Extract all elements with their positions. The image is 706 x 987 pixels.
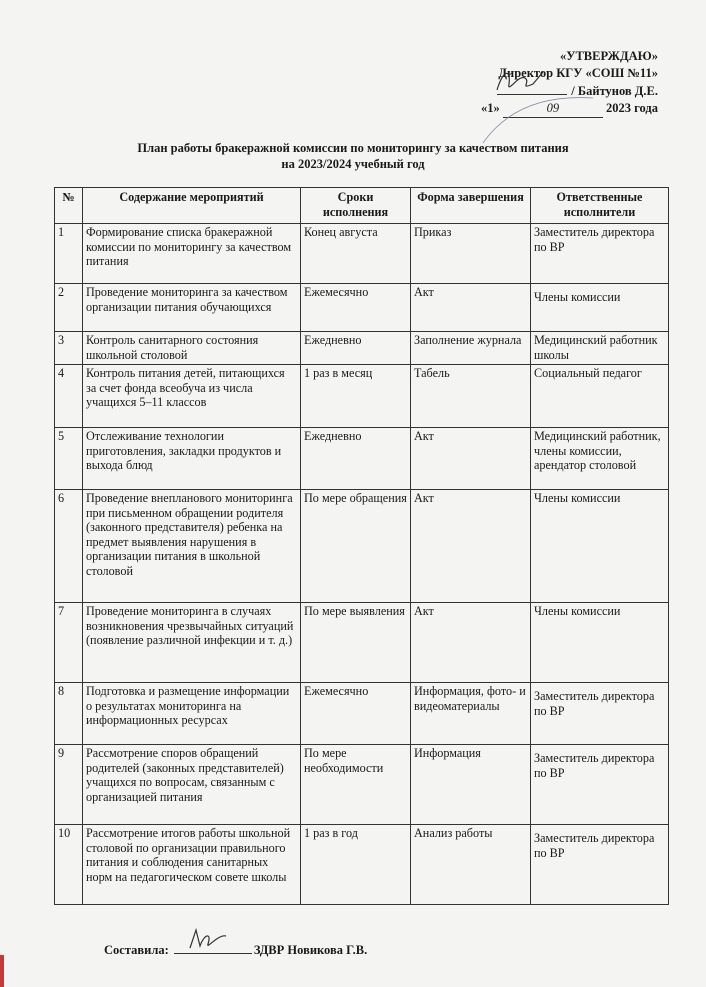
- plan-table-wrapper: [54, 187, 668, 905]
- plan-table: [54, 187, 669, 905]
- table-header-row: [55, 188, 669, 224]
- cell-form: Анализ работы: [411, 825, 531, 905]
- document-title-line1: План работы бракеражной комиссии по мониторингу за качеством питания: [137, 141, 569, 155]
- cell-content: Подготовка и размещение информации о результатах мониторинга на информационных ресурсах: [83, 683, 301, 745]
- cell-content: Проведение мониторинга за качеством организации питания обучающихся: [83, 284, 301, 332]
- table-row: [55, 428, 669, 490]
- cell-num: 7: [55, 603, 83, 683]
- header-form: Форма завершения: [411, 188, 531, 224]
- approval-position: Директор КГУ «СОШ №11»: [498, 66, 658, 80]
- cell-term: Ежемесячно: [301, 683, 411, 745]
- cell-num: 6: [55, 490, 83, 603]
- cell-content: Формирование списка бракеражной комиссии по мониторингу за качеством питания: [83, 224, 301, 284]
- cell-num: 10: [55, 825, 83, 905]
- cell-responsible: Медицинский работник, члены комиссии, арендатор столовой: [531, 428, 669, 490]
- cell-term: Ежедневно: [301, 428, 411, 490]
- cell-term: По мере обращения: [301, 490, 411, 603]
- table-row: [55, 825, 669, 905]
- cell-num: 9: [55, 745, 83, 825]
- footer-signature-line: [174, 940, 252, 954]
- cell-responsible: Медицинский работник школы: [531, 332, 669, 365]
- cell-form: Акт: [411, 428, 531, 490]
- table-row: [55, 745, 669, 825]
- cell-form: Приказ: [411, 224, 531, 284]
- cell-content: Проведение мониторинга в случаях возникновения чрезвычайных ситуаций (появление различной инфекции и т. д.): [83, 603, 301, 683]
- cell-term: По мере необходимости: [301, 745, 411, 825]
- cell-responsible: Члены комиссии: [531, 603, 669, 683]
- cell-content: Отслеживание технологии приготовления, закладки продуктов и выхода блюд: [83, 428, 301, 490]
- scan-edge-mark: [0, 955, 4, 987]
- cell-form: Табель: [411, 365, 531, 428]
- cell-form: Акт: [411, 284, 531, 332]
- header-content: Содержание мероприятий: [83, 188, 301, 224]
- cell-responsible: Заместитель директора по ВР: [531, 745, 669, 825]
- cell-responsible: Заместитель директора по ВР: [531, 825, 669, 905]
- cell-term: 1 раз в год: [301, 825, 411, 905]
- date-month: 09: [546, 101, 560, 115]
- document-title: [40, 140, 666, 172]
- cell-num: 8: [55, 683, 83, 745]
- stamp-arc-graphic: [478, 88, 598, 148]
- document-title-line2: на 2023/2024 учебный год: [281, 157, 425, 171]
- date-year: 2023 года: [606, 101, 658, 115]
- cell-responsible: Заместитель директора по ВР: [531, 683, 669, 745]
- cell-content: Проведение внепланового мониторинга при письменном обращении родителя (законного представителя) ребенка на предмет выявления нарушения в организации питания в школьной столовой: [83, 490, 301, 603]
- cell-content: Рассмотрение итогов работы школьной столовой по организации правильного питания и соблюдения санитарных норм на педагогическом совете школы: [83, 825, 301, 905]
- cell-form: Заполнение журнала: [411, 332, 531, 365]
- header-term: Сроки исполнения: [301, 188, 411, 224]
- table-row: [55, 603, 669, 683]
- cell-num: 1: [55, 224, 83, 284]
- header-num: №: [55, 188, 83, 224]
- signature-line: [497, 82, 567, 95]
- footer-label: Составила:: [104, 943, 169, 957]
- footer-name: ЗДВР Новикова Г.В.: [253, 943, 368, 957]
- footer-signature-scribble-graphic: [184, 926, 234, 952]
- cell-form: Акт: [411, 490, 531, 603]
- cell-form: Акт: [411, 603, 531, 683]
- cell-responsible: Заместитель директора по ВР: [531, 224, 669, 284]
- cell-responsible: Члены комиссии: [531, 284, 669, 332]
- table-row: [55, 332, 669, 365]
- cell-term: Конец августа: [301, 224, 411, 284]
- cell-term: 1 раз в месяц: [301, 365, 411, 428]
- cell-form: Информация, фото- и видеоматериалы: [411, 683, 531, 745]
- approval-block: [398, 48, 658, 118]
- cell-form: Информация: [411, 745, 531, 825]
- cell-content: Рассмотрение споров обращений родителей (законных представителей) учащихся по вопросам, связанным с организацией питания: [83, 745, 301, 825]
- table-row: [55, 284, 669, 332]
- header-responsible: Ответственные исполнители: [531, 188, 669, 224]
- cell-num: 2: [55, 284, 83, 332]
- cell-num: 4: [55, 365, 83, 428]
- cell-responsible: Члены комиссии: [531, 490, 669, 603]
- table-row: [55, 365, 669, 428]
- cell-term: По мере выявления: [301, 603, 411, 683]
- approval-signature-name: / Байтунов Д.Е.: [571, 84, 658, 98]
- cell-responsible: Социальный педагог: [531, 365, 669, 428]
- cell-content: Контроль питания детей, питающихся за счет фонда всеобуча из числа учащихся 5–11 классов: [83, 365, 301, 428]
- footer-compiled-by: [104, 940, 367, 958]
- signature-scribble-graphic: [489, 64, 549, 96]
- cell-content: Контроль санитарного состояния школьной столовой: [83, 332, 301, 365]
- cell-term: Ежемесячно: [301, 284, 411, 332]
- cell-num: 5: [55, 428, 83, 490]
- approval-title: «УТВЕРЖДАЮ»: [560, 49, 658, 63]
- cell-term: Ежедневно: [301, 332, 411, 365]
- table-row: [55, 683, 669, 745]
- table-row: [55, 224, 669, 284]
- date-day: «1»: [481, 101, 500, 115]
- table-row: [55, 490, 669, 603]
- cell-num: 3: [55, 332, 83, 365]
